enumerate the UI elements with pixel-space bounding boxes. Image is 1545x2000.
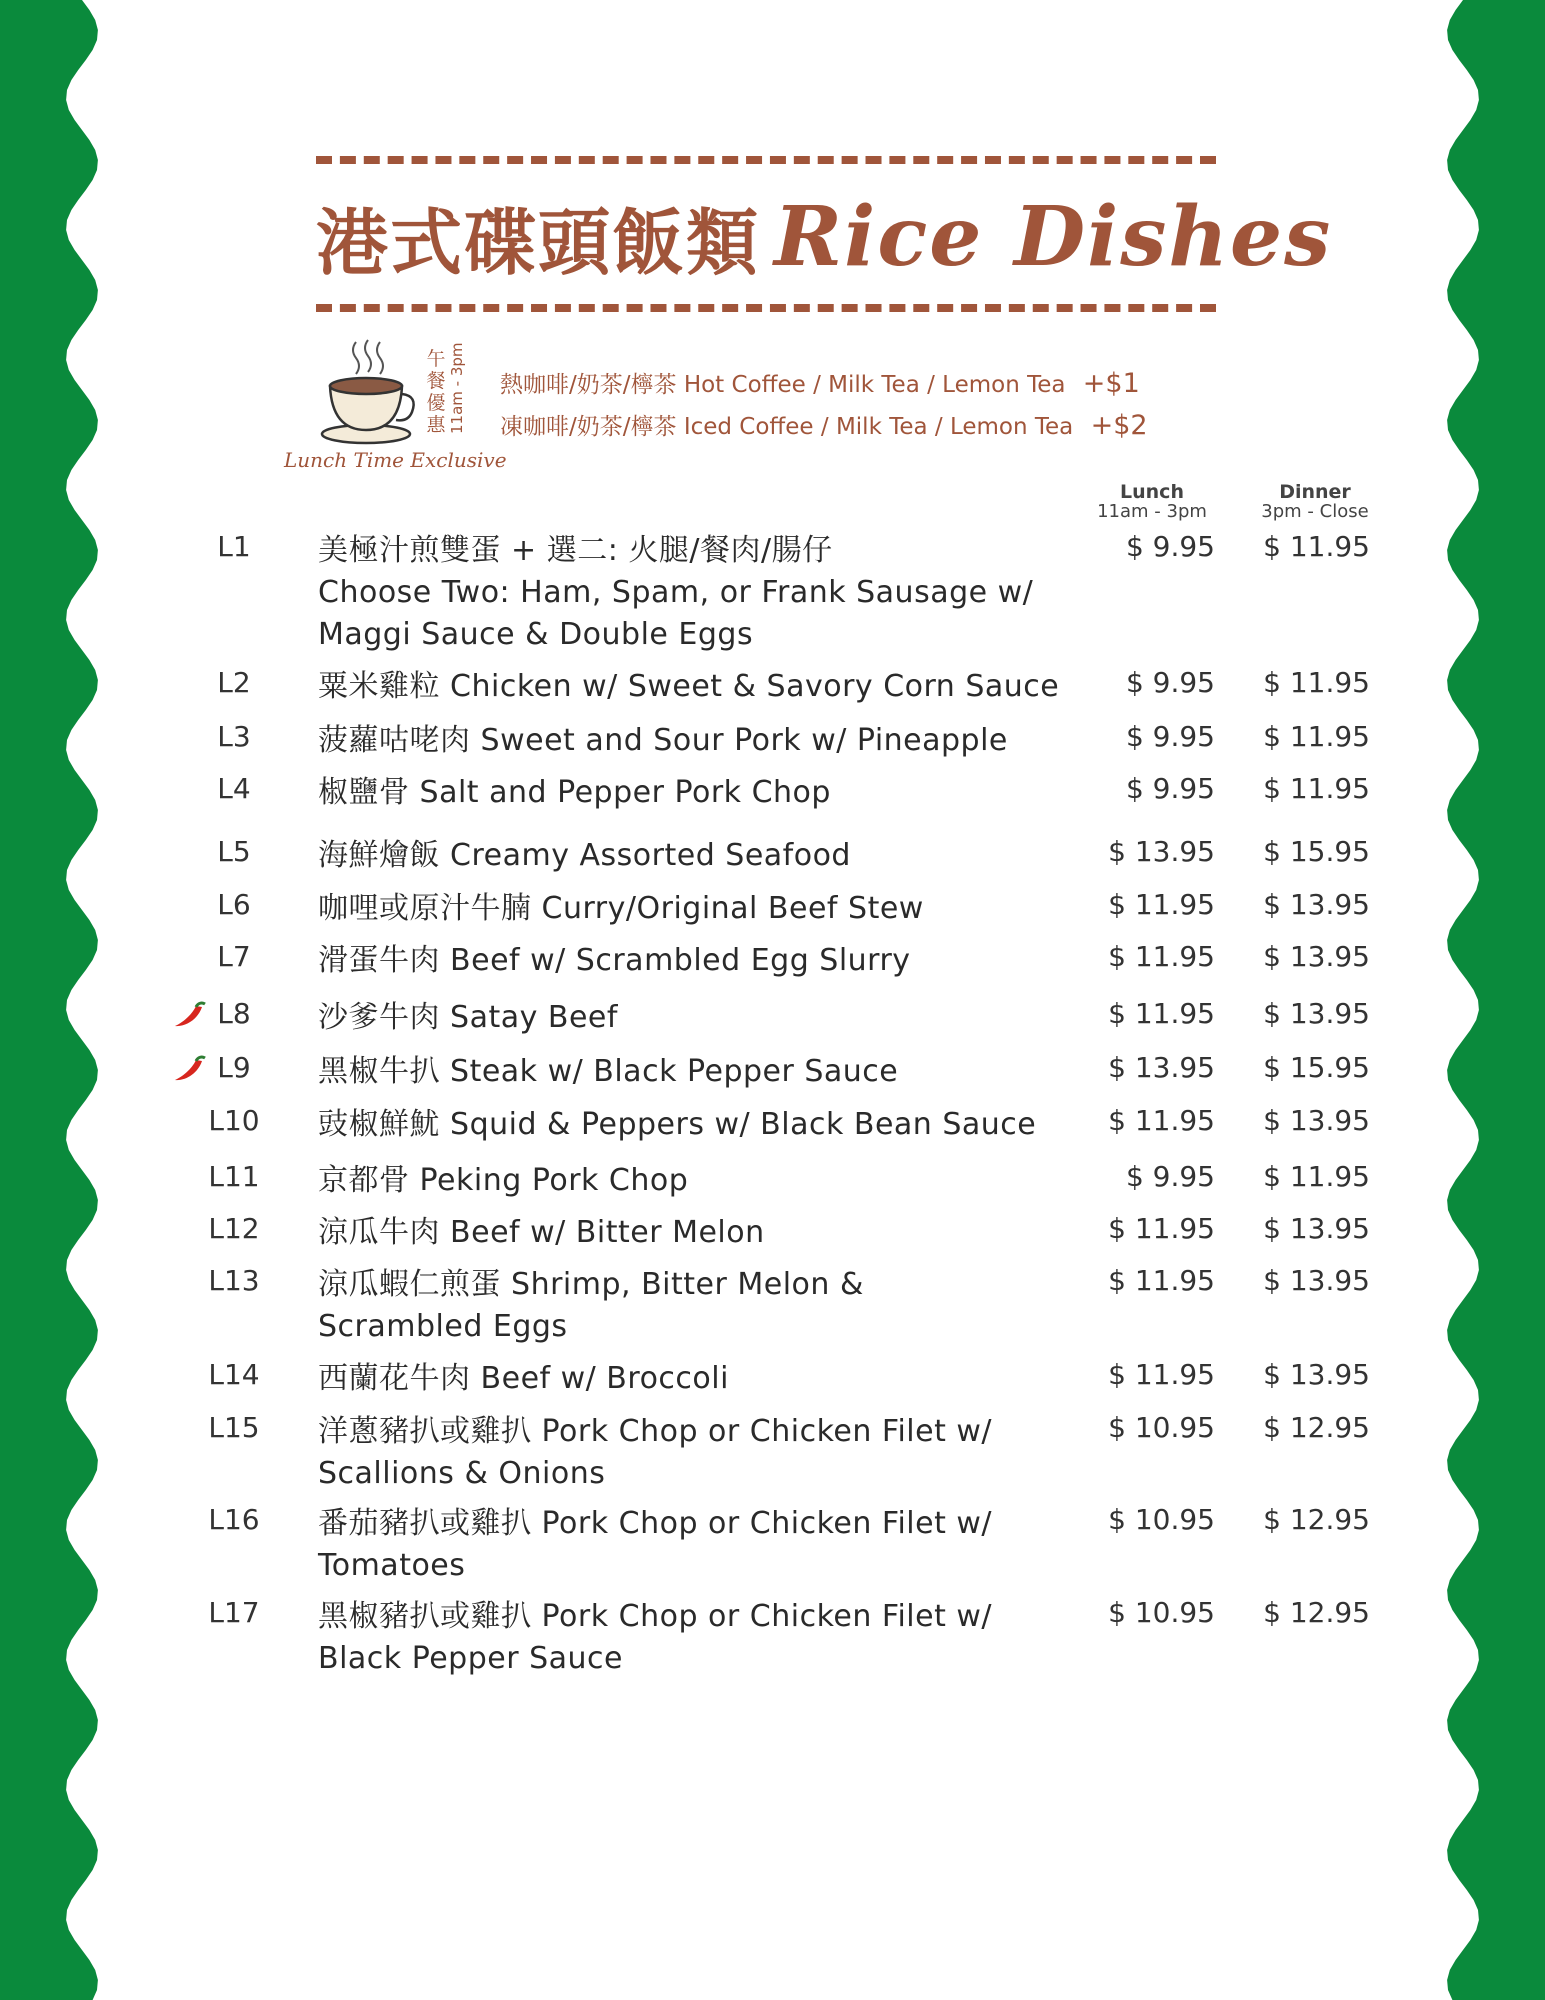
lunch-column-hours: 11am - 3pm [1097, 501, 1207, 522]
dinner-price: $ 11.95 [1263, 772, 1370, 805]
lunch-price: $ 9.95 [1125, 720, 1215, 753]
dinner-column-header [1245, 482, 1385, 521]
item-name-line: 黑椒豬扒或雞扒 Pork Chop or Chicken Filet w/ [318, 1599, 993, 1634]
item-name-line: 黑椒牛扒 Steak w/ Black Pepper Sauce [318, 1054, 899, 1089]
dinner-price: $ 11.95 [1263, 666, 1370, 699]
dinner-price: $ 11.95 [1263, 720, 1370, 753]
dinner-price: $ 13.95 [1263, 1104, 1370, 1137]
item-code: L3 [217, 720, 251, 753]
drink-zh: 凍咖啡/奶茶/檸茶 [500, 414, 677, 440]
drink-price-add: +$2 [1090, 410, 1148, 441]
item-name [318, 1160, 1078, 1202]
dinner-column-label: Dinner [1279, 481, 1351, 503]
lunch-column-label: Lunch [1120, 481, 1184, 503]
lunch-price: $ 13.95 [1108, 835, 1215, 868]
item-name [318, 997, 1078, 1039]
item-code: L8 [217, 997, 251, 1030]
item-name [318, 1264, 1078, 1348]
item-name [318, 1358, 1078, 1400]
item-name-line: 粟米雞粒 Chicken w/ Sweet & Savory Corn Sauce [318, 669, 1060, 704]
item-code: L2 [217, 666, 251, 699]
item-code: L9 [217, 1051, 251, 1084]
item-name [318, 1051, 1078, 1093]
lunch-price: $ 10.95 [1108, 1503, 1215, 1536]
item-name-line: 沙爹牛肉 Satay Beef [318, 1000, 618, 1035]
title-chinese: 港式碟頭飯類 [316, 201, 761, 285]
lunch-column-header [1082, 482, 1222, 521]
lunch-time-exclusive-label: Lunch Time Exclusive [284, 448, 507, 472]
item-name-line: 椒鹽骨 Salt and Pepper Pork Chop [318, 775, 831, 810]
left-wavy-border [0, 0, 120, 2000]
coffee-cup-icon [318, 336, 418, 448]
item-code: L6 [217, 888, 251, 921]
item-name-line: 菠蘿咕咾肉 Sweet and Sour Pork w/ Pineapple [318, 723, 1008, 758]
drink-line-hot [500, 366, 1140, 399]
item-code: L11 [208, 1160, 260, 1193]
lunch-price: $ 10.95 [1108, 1596, 1215, 1629]
item-code: L17 [208, 1596, 260, 1629]
lunch-price: $ 11.95 [1108, 1104, 1215, 1137]
item-name [318, 940, 1078, 982]
lunch-char: 惠 [426, 414, 446, 436]
item-code: L15 [208, 1411, 260, 1444]
item-code: L10 [208, 1104, 260, 1137]
item-name [318, 530, 1078, 656]
item-name-line: 番茄豬扒或雞扒 Pork Chop or Chicken Filet w/ [318, 1506, 993, 1541]
item-name-line: Scrambled Eggs [318, 1309, 568, 1344]
dinner-price: $ 13.95 [1263, 940, 1370, 973]
dinner-price: $ 12.95 [1263, 1503, 1370, 1536]
item-name [318, 888, 1078, 930]
item-name-line: 美極汁煎雙蛋 + 選二: 火腿/餐肉/腸仔 [318, 533, 833, 568]
item-name-line: 西蘭花牛肉 Beef w/ Broccoli [318, 1361, 729, 1396]
item-name-line: 京都骨 Peking Pork Chop [318, 1163, 689, 1198]
lunch-price: $ 9.95 [1125, 1160, 1215, 1193]
lunch-char: 午 [426, 348, 446, 370]
item-name [318, 1596, 1078, 1680]
bottom-dashed-divider [316, 304, 1216, 312]
lunch-special-hours: 11am - 3pm [448, 342, 466, 434]
dinner-price: $ 11.95 [1263, 530, 1370, 563]
item-name-line: Choose Two: Ham, Spam, or Frank Sausage w/ [318, 575, 1034, 610]
item-name [318, 1411, 1078, 1495]
lunch-price: $ 13.95 [1108, 1051, 1215, 1084]
item-code: L13 [208, 1264, 260, 1297]
item-name [318, 1104, 1078, 1146]
item-name [318, 835, 1078, 877]
item-name-line: 滑蛋牛肉 Beef w/ Scrambled Egg Slurry [318, 943, 911, 978]
lunch-char: 優 [426, 392, 446, 414]
item-name-line: 涼瓜蝦仁煎蛋 Shrimp, Bitter Melon & [318, 1267, 864, 1302]
lunch-price: $ 11.95 [1108, 1212, 1215, 1245]
item-name-line: 豉椒鮮魷 Squid & Peppers w/ Black Bean Sauce [318, 1107, 1037, 1142]
lunch-price: $ 11.95 [1108, 888, 1215, 921]
right-wavy-border [1425, 0, 1545, 2000]
lunch-price: $ 11.95 [1108, 1358, 1215, 1391]
item-code: L4 [217, 772, 251, 805]
item-name-line: Black Pepper Sauce [318, 1641, 623, 1676]
dinner-price: $ 15.95 [1263, 835, 1370, 868]
dinner-price: $ 15.95 [1263, 1051, 1370, 1084]
title-english: Rice Dishes [774, 189, 1333, 285]
dinner-price: $ 13.95 [1263, 997, 1370, 1030]
drink-line-iced [500, 408, 1148, 441]
lunch-char: 餐 [426, 370, 446, 392]
dinner-price: $ 12.95 [1263, 1596, 1370, 1629]
lunch-price: $ 10.95 [1108, 1411, 1215, 1444]
dinner-price: $ 13.95 [1263, 1358, 1370, 1391]
dinner-price: $ 11.95 [1263, 1160, 1370, 1193]
dinner-column-hours: 3pm - Close [1261, 501, 1369, 522]
item-name-line: 海鮮燴飯 Creamy Assorted Seafood [318, 838, 851, 873]
drink-en: Hot Coffee / Milk Tea / Lemon Tea [683, 372, 1066, 398]
item-name [318, 720, 1078, 762]
dinner-price: $ 13.95 [1263, 1264, 1370, 1297]
item-code: L16 [208, 1503, 260, 1536]
item-name-line: Tomatoes [318, 1548, 466, 1583]
lunch-special-vertical-label [424, 348, 448, 436]
item-code: L1 [217, 530, 251, 563]
drink-zh: 熱咖啡/奶茶/檸茶 [500, 372, 677, 398]
item-name-line: 咖哩或原汁牛腩 Curry/Original Beef Stew [318, 891, 924, 926]
item-name-line: Scallions & Onions [318, 1456, 606, 1491]
item-name [318, 1212, 1078, 1254]
dinner-price: $ 13.95 [1263, 1212, 1370, 1245]
page-title [316, 182, 1333, 292]
item-name-line: Maggi Sauce & Double Eggs [318, 617, 754, 652]
item-name-line: 涼瓜牛肉 Beef w/ Bitter Melon [318, 1215, 765, 1250]
item-name [318, 1503, 1078, 1587]
drink-en: Iced Coffee / Milk Tea / Lemon Tea [683, 414, 1074, 440]
item-code: L12 [208, 1212, 260, 1245]
top-dashed-divider [316, 156, 1216, 164]
lunch-price: $ 11.95 [1108, 997, 1215, 1030]
lunch-price: $ 11.95 [1108, 1264, 1215, 1297]
drink-price-add: +$1 [1082, 368, 1140, 399]
dinner-price: $ 12.95 [1263, 1411, 1370, 1444]
dinner-price: $ 13.95 [1263, 888, 1370, 921]
lunch-price: $ 9.95 [1125, 666, 1215, 699]
lunch-price: $ 11.95 [1108, 940, 1215, 973]
item-name-line: 洋蔥豬扒或雞扒 Pork Chop or Chicken Filet w/ [318, 1414, 993, 1449]
item-name [318, 772, 1078, 814]
lunch-price: $ 9.95 [1125, 530, 1215, 563]
lunch-price: $ 9.95 [1125, 772, 1215, 805]
item-code: L7 [217, 940, 251, 973]
item-code: L5 [217, 835, 251, 868]
item-name [318, 666, 1078, 708]
item-code: L14 [208, 1358, 260, 1391]
